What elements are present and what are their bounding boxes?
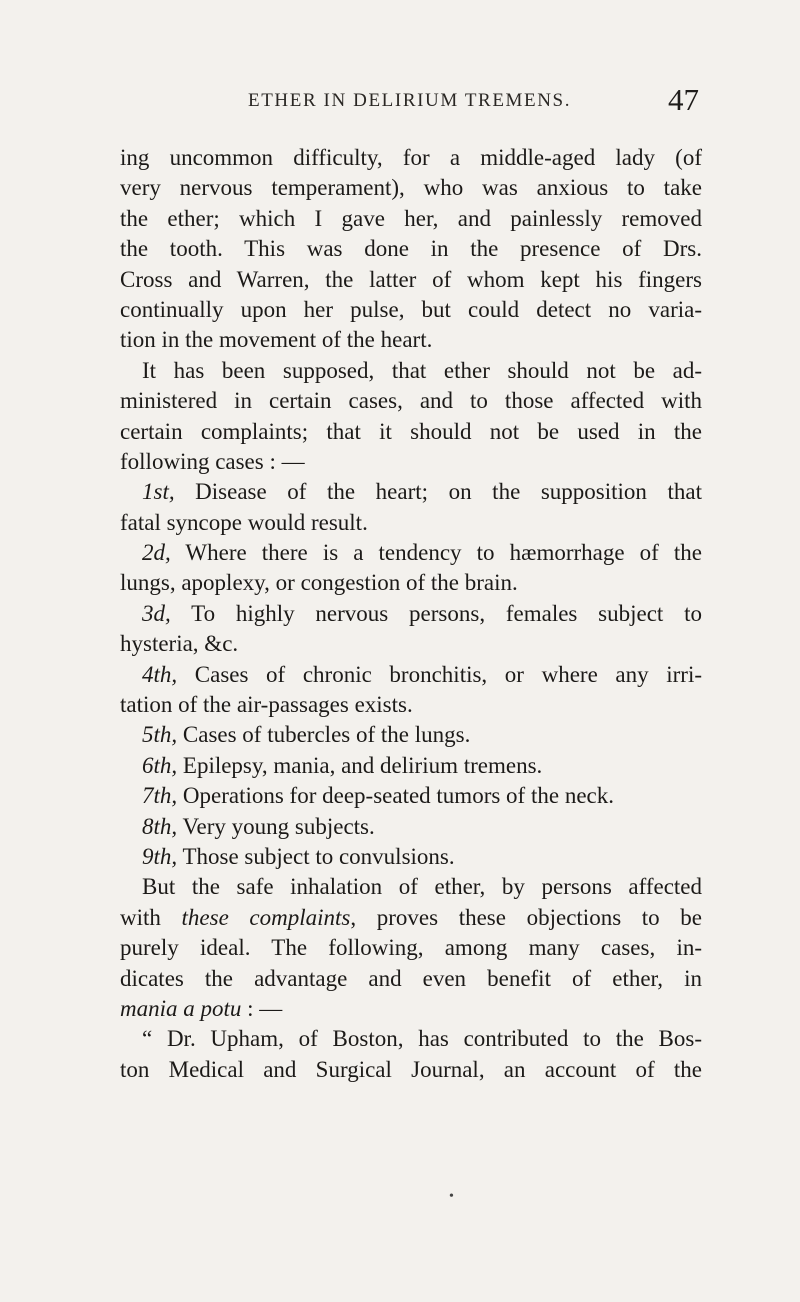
text-line: tation of the air-passages exists.: [120, 692, 413, 718]
paragraph-start-line: But the safe inhalation of ether, by persons affected: [142, 874, 702, 900]
text-line: following cases : —: [120, 448, 305, 474]
ordinal-label: 7th,: [142, 783, 178, 809]
printer-mark: •: [449, 1189, 454, 1204]
text-line: lungs, apoplexy, or congestion of the brain.: [120, 570, 518, 596]
italic-phrase: mania a potu: [120, 995, 242, 1021]
ordinal-label: 3d,: [142, 600, 171, 626]
page-number: 47: [668, 82, 699, 117]
quotation-start-line: “ Dr. Upham, of Boston, has contributed to the Bos-: [142, 1026, 702, 1052]
text-line: ministered in certain cases, and to those affected with: [120, 388, 702, 414]
list-item-line: 2d, Where there is a tendency to hæmorrhage of the: [142, 540, 702, 566]
ordinal-label: 1st,: [142, 479, 175, 505]
running-head: ETHER IN DELIRIUM TREMENS.: [248, 90, 572, 111]
text-line: ton Medical and Surgical Journal, an account of the: [120, 1056, 702, 1082]
text-line: Cross and Warren, the latter of whom kept his fingers: [120, 266, 702, 292]
text-line: certain complaints; that it should not be used in the: [120, 418, 702, 444]
list-item-line: 9th, Those subject to convulsions.: [142, 843, 455, 869]
text-line: with these complaints, proves these objections to be: [120, 904, 703, 930]
body-text: [120, 143, 702, 1085]
ordinal-label: 2d,: [142, 540, 171, 566]
text-line: hysteria, &c.: [120, 631, 239, 657]
text-line: the ether; which I gave her, and painlessly removed: [120, 205, 702, 231]
ordinal-label: 9th,: [142, 843, 178, 869]
text-line: purely ideal. The following, among many cases, in-: [120, 935, 702, 961]
list-item-line: 8th, Very young subjects.: [142, 813, 375, 839]
list-item-line: 4th, Cases of chronic bronchitis, or where any irri-: [142, 661, 702, 687]
text-line: the tooth. This was done in the presence of Drs.: [120, 236, 702, 262]
list-item-line: 7th, Operations for deep-seated tumors of the neck.: [142, 783, 614, 809]
text-line: fatal syncope would result.: [120, 509, 368, 535]
text-line: ing uncommon difficulty, for a middle-aged lady (of: [120, 145, 702, 170]
text-line: tion in the movement of the heart.: [120, 327, 433, 353]
ordinal-label: 4th,: [142, 661, 178, 687]
ordinal-label: 6th,: [142, 752, 178, 778]
text-line: continually upon her pulse, but could detect no varia-: [120, 296, 702, 322]
italic-phrase: these complaints: [181, 904, 351, 930]
list-item-line: 1st, Disease of the heart; on the supposition that: [142, 479, 702, 505]
paragraph-start-line: It has been supposed, that ether should not be ad-: [142, 357, 702, 383]
text-line: mania a potu : —: [120, 995, 283, 1021]
text-line: dicates the advantage and even benefit of ether, in: [120, 965, 702, 991]
text-line: very nervous temperament), who was anxious to take: [120, 175, 702, 201]
list-item-line: 6th, Epilepsy, mania, and delirium tremens.: [142, 752, 543, 778]
list-item-line: 3d, To highly nervous persons, females subject to: [142, 600, 702, 626]
list-item-line: 5th, Cases of tubercles of the lungs.: [142, 722, 471, 748]
ordinal-label: 5th,: [142, 722, 178, 748]
page-header: [0, 82, 800, 122]
ordinal-label: 8th,: [142, 813, 178, 839]
